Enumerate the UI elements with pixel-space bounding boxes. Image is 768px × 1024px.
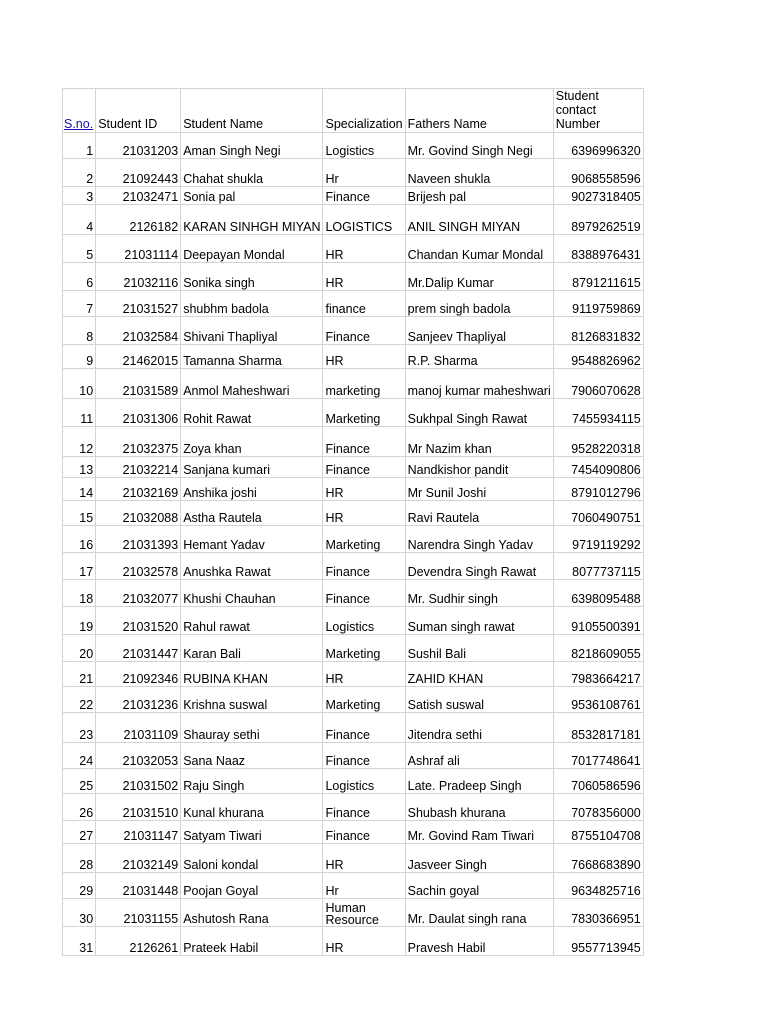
cell-specialization: Marketing xyxy=(323,399,405,427)
cell-student-name: Zoya khan xyxy=(181,427,323,457)
cell-student-name: RUBINA KHAN xyxy=(181,662,323,687)
cell-student-name: Chahat shukla xyxy=(181,159,323,187)
cell-student-name: Saloni kondal xyxy=(181,844,323,873)
table-row xyxy=(63,794,644,821)
cell-specialization: marketing xyxy=(323,369,405,399)
table-row xyxy=(63,187,644,205)
cell-student-name: Sanjana kumari xyxy=(181,457,323,478)
cell-fathers-name: Satish suswal xyxy=(405,687,553,713)
cell-sno: 19 xyxy=(63,607,96,635)
cell-sno: 3 xyxy=(63,187,96,205)
cell-fathers-name: Chandan Kumar Mondal xyxy=(405,235,553,263)
cell-student-id: 21031306 xyxy=(96,399,181,427)
cell-contact: 8077737115 xyxy=(553,553,643,580)
cell-student-name: Hemant Yadav xyxy=(181,526,323,553)
cell-fathers-name: Mr Nazim khan xyxy=(405,427,553,457)
cell-fathers-name: Nandkishor pandit xyxy=(405,457,553,478)
cell-student-id: 21032088 xyxy=(96,501,181,526)
cell-specialization: Marketing xyxy=(323,635,405,662)
cell-student-id: 21031520 xyxy=(96,607,181,635)
cell-contact: 6396996320 xyxy=(553,133,643,159)
table-row xyxy=(63,235,644,263)
cell-student-id: 21031203 xyxy=(96,133,181,159)
cell-student-id: 21031114 xyxy=(96,235,181,263)
cell-sno: 7 xyxy=(63,291,96,317)
cell-student-name: Raju Singh xyxy=(181,769,323,794)
table-row xyxy=(63,713,644,743)
cell-student-id: 21032169 xyxy=(96,478,181,501)
cell-contact: 9119759869 xyxy=(553,291,643,317)
table-row xyxy=(63,821,644,844)
cell-fathers-name: Mr.Dalip Kumar xyxy=(405,263,553,291)
cell-student-id: 21031589 xyxy=(96,369,181,399)
cell-fathers-name: Pravesh Habil xyxy=(405,927,553,956)
cell-fathers-name: Ravi Rautela xyxy=(405,501,553,526)
cell-specialization: HR xyxy=(323,345,405,369)
table-row xyxy=(63,205,644,235)
cell-specialization: Finance xyxy=(323,743,405,769)
cell-sno: 24 xyxy=(63,743,96,769)
cell-specialization: HR xyxy=(323,501,405,526)
cell-fathers-name: Mr Sunil Joshi xyxy=(405,478,553,501)
cell-sno: 23 xyxy=(63,713,96,743)
cell-contact: 9105500391 xyxy=(553,607,643,635)
cell-contact: 7017748641 xyxy=(553,743,643,769)
table-row xyxy=(63,769,644,794)
cell-specialization: Finance xyxy=(323,821,405,844)
cell-fathers-name: Shubash khurana xyxy=(405,794,553,821)
table-row xyxy=(63,133,644,159)
cell-student-id: 21031236 xyxy=(96,687,181,713)
cell-sno: 5 xyxy=(63,235,96,263)
cell-fathers-name: Jasveer Singh xyxy=(405,844,553,873)
cell-student-id: 21032578 xyxy=(96,553,181,580)
cell-sno: 29 xyxy=(63,873,96,899)
table-row xyxy=(63,553,644,580)
cell-student-name: Poojan Goyal xyxy=(181,873,323,899)
cell-student-id: 21092346 xyxy=(96,662,181,687)
table-row xyxy=(63,607,644,635)
header-sno[interactable] xyxy=(63,89,96,133)
cell-sno: 20 xyxy=(63,635,96,662)
cell-fathers-name: Naveen shukla xyxy=(405,159,553,187)
cell-contact: 8791211615 xyxy=(553,263,643,291)
cell-specialization: Human Resource xyxy=(323,899,405,927)
cell-contact: 9528220318 xyxy=(553,427,643,457)
cell-student-id: 2126261 xyxy=(96,927,181,956)
cell-contact: 8791012796 xyxy=(553,478,643,501)
cell-sno: 28 xyxy=(63,844,96,873)
cell-student-name: Khushi Chauhan xyxy=(181,580,323,607)
cell-sno: 13 xyxy=(63,457,96,478)
table-row xyxy=(63,291,644,317)
cell-contact: 7454090806 xyxy=(553,457,643,478)
cell-student-name: Astha Rautela xyxy=(181,501,323,526)
cell-student-name: Rohit Rawat xyxy=(181,399,323,427)
header-row xyxy=(63,89,644,133)
cell-sno: 11 xyxy=(63,399,96,427)
cell-sno: 18 xyxy=(63,580,96,607)
cell-sno: 17 xyxy=(63,553,96,580)
cell-contact: 7060586596 xyxy=(553,769,643,794)
cell-contact: 8218609055 xyxy=(553,635,643,662)
table-row xyxy=(63,635,644,662)
cell-student-name: Sana Naaz xyxy=(181,743,323,769)
cell-student-id: 2126182 xyxy=(96,205,181,235)
cell-sno: 2 xyxy=(63,159,96,187)
cell-fathers-name: Mr. Sudhir singh xyxy=(405,580,553,607)
cell-student-name: Tamanna Sharma xyxy=(181,345,323,369)
table-row xyxy=(63,526,644,553)
cell-contact: 6398095488 xyxy=(553,580,643,607)
cell-fathers-name: Sushil Bali xyxy=(405,635,553,662)
table-row xyxy=(63,159,644,187)
table-row xyxy=(63,317,644,345)
cell-student-id: 21031502 xyxy=(96,769,181,794)
cell-student-id: 21031527 xyxy=(96,291,181,317)
cell-sno: 1 xyxy=(63,133,96,159)
cell-fathers-name: ZAHID KHAN xyxy=(405,662,553,687)
table-row xyxy=(63,501,644,526)
cell-fathers-name: Devendra Singh Rawat xyxy=(405,553,553,580)
cell-specialization: Logistics xyxy=(323,133,405,159)
cell-contact: 9719119292 xyxy=(553,526,643,553)
cell-fathers-name: Narendra Singh Yadav xyxy=(405,526,553,553)
cell-specialization: HR xyxy=(323,844,405,873)
cell-student-name: Anshika joshi xyxy=(181,478,323,501)
table-row xyxy=(63,927,644,956)
cell-contact: 9548826962 xyxy=(553,345,643,369)
table-row xyxy=(63,427,644,457)
cell-student-id: 21462015 xyxy=(96,345,181,369)
cell-student-id: 21032584 xyxy=(96,317,181,345)
cell-fathers-name: Suman singh rawat xyxy=(405,607,553,635)
cell-sno: 8 xyxy=(63,317,96,345)
table-row xyxy=(63,345,644,369)
cell-student-name: Kunal khurana xyxy=(181,794,323,821)
cell-contact: 7668683890 xyxy=(553,844,643,873)
header-sno-link[interactable]: S.no. xyxy=(64,117,94,131)
cell-sno: 10 xyxy=(63,369,96,399)
cell-contact: 7455934115 xyxy=(553,399,643,427)
cell-sno: 31 xyxy=(63,927,96,956)
table-row xyxy=(63,687,644,713)
cell-student-name: Karan Bali xyxy=(181,635,323,662)
cell-specialization: Logistics xyxy=(323,769,405,794)
cell-student-name: Anmol Maheshwari xyxy=(181,369,323,399)
cell-specialization: Finance xyxy=(323,794,405,821)
cell-fathers-name: Mr. Govind Singh Negi xyxy=(405,133,553,159)
cell-contact: 9536108761 xyxy=(553,687,643,713)
cell-student-name: Sonia pal xyxy=(181,187,323,205)
cell-fathers-name: Sukhpal Singh Rawat xyxy=(405,399,553,427)
cell-specialization: finance xyxy=(323,291,405,317)
cell-student-id: 21032471 xyxy=(96,187,181,205)
table-row xyxy=(63,457,644,478)
cell-contact: 8755104708 xyxy=(553,821,643,844)
header-student-name: Student Name xyxy=(181,89,323,133)
cell-sno: 6 xyxy=(63,263,96,291)
cell-fathers-name: Brijesh pal xyxy=(405,187,553,205)
cell-specialization: Finance xyxy=(323,187,405,205)
cell-sno: 14 xyxy=(63,478,96,501)
header-fathers-name: Fathers Name xyxy=(405,89,553,133)
cell-student-id: 21031393 xyxy=(96,526,181,553)
cell-fathers-name: Sanjeev Thapliyal xyxy=(405,317,553,345)
cell-sno: 26 xyxy=(63,794,96,821)
cell-fathers-name: Late. Pradeep Singh xyxy=(405,769,553,794)
cell-fathers-name: Sachin goyal xyxy=(405,873,553,899)
cell-contact: 9557713945 xyxy=(553,927,643,956)
table-row xyxy=(63,478,644,501)
cell-student-id: 21031155 xyxy=(96,899,181,927)
cell-student-id: 21031448 xyxy=(96,873,181,899)
cell-sno: 12 xyxy=(63,427,96,457)
table-row xyxy=(63,844,644,873)
cell-student-id: 21032375 xyxy=(96,427,181,457)
cell-student-name: Deepayan Mondal xyxy=(181,235,323,263)
cell-student-name: Aman Singh Negi xyxy=(181,133,323,159)
cell-specialization: Logistics xyxy=(323,607,405,635)
table-row xyxy=(63,263,644,291)
cell-student-name: Sonika singh xyxy=(181,263,323,291)
cell-specialization: LOGISTICS xyxy=(323,205,405,235)
cell-sno: 30 xyxy=(63,899,96,927)
cell-contact: 7830366951 xyxy=(553,899,643,927)
cell-contact: 7060490751 xyxy=(553,501,643,526)
cell-specialization: Marketing xyxy=(323,687,405,713)
cell-student-id: 21032149 xyxy=(96,844,181,873)
cell-student-name: Rahul rawat xyxy=(181,607,323,635)
table-row xyxy=(63,399,644,427)
cell-student-name: shubhm badola xyxy=(181,291,323,317)
cell-contact: 8532817181 xyxy=(553,713,643,743)
cell-specialization: Marketing xyxy=(323,526,405,553)
cell-fathers-name: Mr. Daulat singh rana xyxy=(405,899,553,927)
cell-sno: 25 xyxy=(63,769,96,794)
cell-specialization: HR xyxy=(323,662,405,687)
cell-specialization: HR xyxy=(323,263,405,291)
cell-student-name: Satyam Tiwari xyxy=(181,821,323,844)
cell-contact: 7983664217 xyxy=(553,662,643,687)
cell-student-name: Anushka Rawat xyxy=(181,553,323,580)
cell-student-name: Prateek Habil xyxy=(181,927,323,956)
table-row xyxy=(63,873,644,899)
cell-specialization: HR xyxy=(323,478,405,501)
cell-student-name: Ashutosh Rana xyxy=(181,899,323,927)
cell-contact: 7078356000 xyxy=(553,794,643,821)
cell-fathers-name: ANIL SINGH MIYAN xyxy=(405,205,553,235)
cell-sno: 16 xyxy=(63,526,96,553)
table-body xyxy=(63,133,644,956)
cell-specialization: Finance xyxy=(323,427,405,457)
cell-fathers-name: prem singh badola xyxy=(405,291,553,317)
cell-contact: 9027318405 xyxy=(553,187,643,205)
student-table xyxy=(62,88,644,956)
cell-fathers-name: R.P. Sharma xyxy=(405,345,553,369)
cell-specialization: Finance xyxy=(323,713,405,743)
cell-specialization: Hr xyxy=(323,159,405,187)
cell-student-id: 21032077 xyxy=(96,580,181,607)
cell-student-id: 21032053 xyxy=(96,743,181,769)
cell-sno: 27 xyxy=(63,821,96,844)
cell-fathers-name: Jitendra sethi xyxy=(405,713,553,743)
cell-fathers-name: Mr. Govind Ram Tiwari xyxy=(405,821,553,844)
table-row xyxy=(63,743,644,769)
header-contact: Student contact Number xyxy=(553,89,643,133)
cell-specialization: HR xyxy=(323,927,405,956)
cell-student-id: 21092443 xyxy=(96,159,181,187)
cell-student-name: KARAN SINHGH MIYAN xyxy=(181,205,323,235)
cell-specialization: HR xyxy=(323,235,405,263)
cell-contact: 8126831832 xyxy=(553,317,643,345)
header-specialization: Specialization xyxy=(323,89,405,133)
cell-specialization: Finance xyxy=(323,553,405,580)
cell-student-id: 21032214 xyxy=(96,457,181,478)
cell-sno: 9 xyxy=(63,345,96,369)
cell-sno: 4 xyxy=(63,205,96,235)
cell-sno: 22 xyxy=(63,687,96,713)
cell-student-id: 21031510 xyxy=(96,794,181,821)
table-row xyxy=(63,369,644,399)
cell-fathers-name: manoj kumar maheshwari xyxy=(405,369,553,399)
cell-student-name: Shauray sethi xyxy=(181,713,323,743)
table-row xyxy=(63,899,644,927)
cell-student-id: 21031147 xyxy=(96,821,181,844)
header-student-id: Student ID xyxy=(96,89,181,133)
cell-contact: 8388976431 xyxy=(553,235,643,263)
cell-contact: 9068558596 xyxy=(553,159,643,187)
cell-fathers-name: Ashraf ali xyxy=(405,743,553,769)
cell-specialization: Finance xyxy=(323,457,405,478)
table-row xyxy=(63,662,644,687)
cell-specialization: Hr xyxy=(323,873,405,899)
cell-contact: 8979262519 xyxy=(553,205,643,235)
cell-specialization: Finance xyxy=(323,317,405,345)
cell-sno: 15 xyxy=(63,501,96,526)
cell-student-name: Krishna suswal xyxy=(181,687,323,713)
table-row xyxy=(63,580,644,607)
cell-specialization: Finance xyxy=(323,580,405,607)
cell-student-id: 21031447 xyxy=(96,635,181,662)
cell-student-name: Shivani Thapliyal xyxy=(181,317,323,345)
cell-student-id: 21031109 xyxy=(96,713,181,743)
cell-contact: 7906070628 xyxy=(553,369,643,399)
cell-sno: 21 xyxy=(63,662,96,687)
cell-contact: 9634825716 xyxy=(553,873,643,899)
cell-student-id: 21032116 xyxy=(96,263,181,291)
